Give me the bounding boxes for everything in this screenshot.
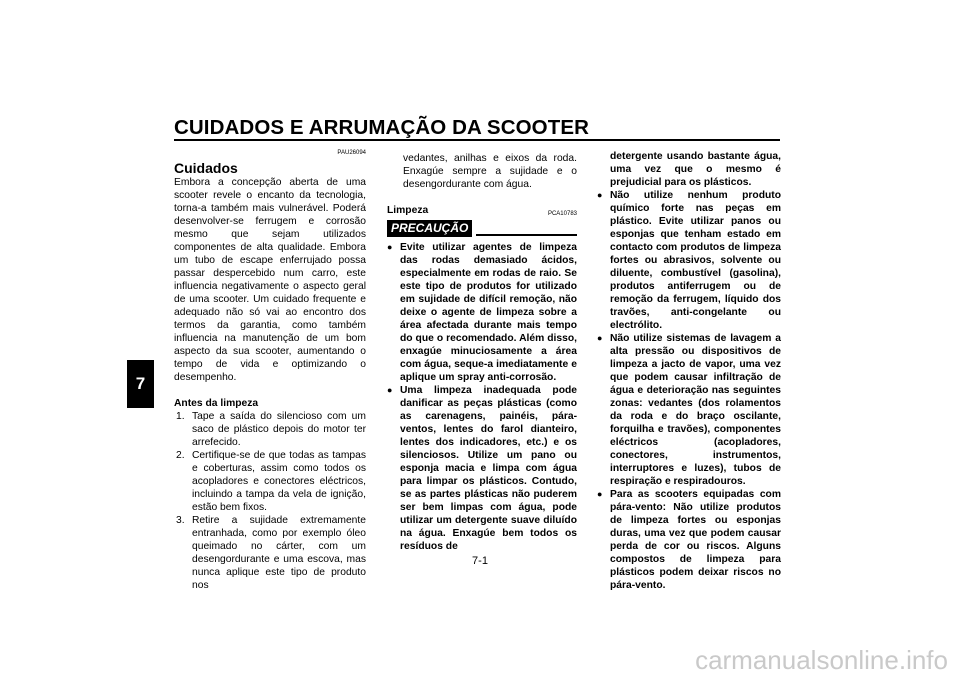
list-item — [597, 332, 781, 488]
page-title: CUIDADOS E ARRUMAÇÃO DA SCOOTER — [174, 116, 590, 139]
bullet-icon: ● — [597, 489, 603, 499]
step-number: 1. — [176, 411, 185, 422]
step-text: Tape a saída do silencioso com um saco de plástico depois do motor ter arrefecido. — [192, 411, 366, 448]
bullet-text: Não utilize nenhum produto químico forte nas peças em plástico. Evite utilizar panos ou esponjas que tenham estado em contacto com produtos de limpeza fortes ou abrasivos, solvente ou diluente, combustível (gasolina), produtos antiferrugem ou de remoção da ferrugem, líquido dos travões, anti-congelante ou electrólito. — [610, 190, 781, 331]
cleaning-ref-code: PCA10783 — [547, 211, 577, 217]
list-item — [174, 514, 366, 592]
caution-header — [387, 220, 577, 237]
step-number: 2. — [176, 450, 185, 461]
list-item — [387, 241, 577, 384]
bullet-icon: ● — [597, 190, 603, 200]
step-number: 3. — [176, 515, 185, 526]
before-cleaning-steps — [174, 410, 366, 592]
care-section-title: Cuidados — [174, 160, 238, 176]
list-item — [597, 488, 781, 592]
care-paragraph: Embora a concepção aberta de uma scooter revele o encanto da tecnologia, torna-a também mais vulnerável. Poderá desenvolver-se ferrugem e corrosão mesmo que sejam utilizados componentes de alta qualidade. Embora um tubo de escape enferrujado possa passar despercebido num carro, este influencia negativamente o aspecto geral de uma scooter. Um cuidado frequente e adequado não só vai ao encontro dos termos da garantia, como também influencia na manutenção de um bom aspecto da sua scooter, aumentando o tempo de vida e optimizando o desempenho. — [174, 177, 366, 383]
step-text-part-1: Retire a sujidade extremamente entranhada, como por exemplo óleo queimado no cárter, com um desengordurante e uma escova, mas nunca aplique este tipo de produto nos — [192, 515, 366, 591]
caution-bullets-continued — [597, 189, 781, 592]
watermark: carmanualsonline.info — [695, 645, 948, 675]
bullet-icon: ● — [387, 385, 393, 395]
caution-rule — [476, 234, 577, 236]
bullet-text: Evite utilizar agentes de limpeza das rodas demasiado ácidos, especialmente em rodas de raio. Se este tipo de produtos for utilizado em sujidade de difícil remoção, não deixe o agente de limpeza sobre a área afectada durante mais tempo do que o recomendado. Além disso, enxagúe minuciosamente a área com água, seque-a imediatamente e aplique um spray anti-corrosão. — [400, 242, 577, 383]
page-number: 7-1 — [472, 555, 488, 567]
list-item — [174, 449, 366, 514]
bullet-text-part-2: detergente usando bastante água, uma vez que o mesmo é prejudicial para os plásticos. — [610, 151, 781, 188]
step-text: Certifique-se de que todas as tampas e coberturas, assim como todos os acopladores e conectores eléctricos, incluindo a tampa da vela de ignição, estão bem fixos. — [192, 450, 366, 513]
column-2 — [387, 152, 577, 553]
list-item — [387, 384, 577, 553]
caution-bullets — [387, 241, 577, 553]
column-1 — [174, 150, 366, 592]
bullet-text: Para as scooters equipadas com pára-vento: Não utilize produtos de limpeza fortes ou esponjas duras, uma vez que podem causar perda de cor ou riscos. Alguns compostos de limpeza para plásticos podem deixar riscos no pára-vento. — [610, 489, 781, 591]
bullet-icon: ● — [597, 333, 603, 343]
bullet-icon: ● — [387, 242, 393, 252]
bullet-text-part-1: Uma limpeza inadequada pode danificar as peças plásticas (como as carenagens, painéis, pára-ventos, lentes do farol dianteiro, lentes dos indicadores, etc.) e os silenciosos. Utilize um pano ou esponja macia e limpa com água para limpar os plásticos. Contudo, se as partes plásticas não puderem ser bem limpas com água, pode utilizar um detergente suave diluído na água. Enxagúe bem todos os resíduos de — [400, 385, 577, 552]
step-text-part-2: vedantes, anilhas e eixos da roda. Enxagúe sempre a sujidade e o desengordurante com água. — [403, 153, 577, 190]
header-rule — [174, 139, 780, 141]
care-ref-code: PAU26094 — [337, 150, 366, 156]
cleaning-title: Limpeza — [387, 205, 429, 216]
before-cleaning-title: Antes da limpeza — [174, 398, 259, 409]
chapter-tab: 7 — [127, 360, 154, 408]
list-item — [597, 189, 781, 332]
list-item — [174, 410, 366, 449]
column-3 — [597, 150, 781, 592]
caution-badge: PRECAUÇÃO — [387, 220, 472, 237]
bullet-text: Não utilize sistemas de lavagem a alta pressão ou dispositivos de limpeza a jacto de vapor, uma vez que podem causar infiltração de água e deterioração nas seguintes zonas: vedantes (dos rolamentos da roda e do braço oscilante, forquilha e travões), componentes eléctricos (acopladores, conectores, instrumentos, interruptores e luzes), tubos de respiração e respiradouros. — [610, 333, 781, 487]
